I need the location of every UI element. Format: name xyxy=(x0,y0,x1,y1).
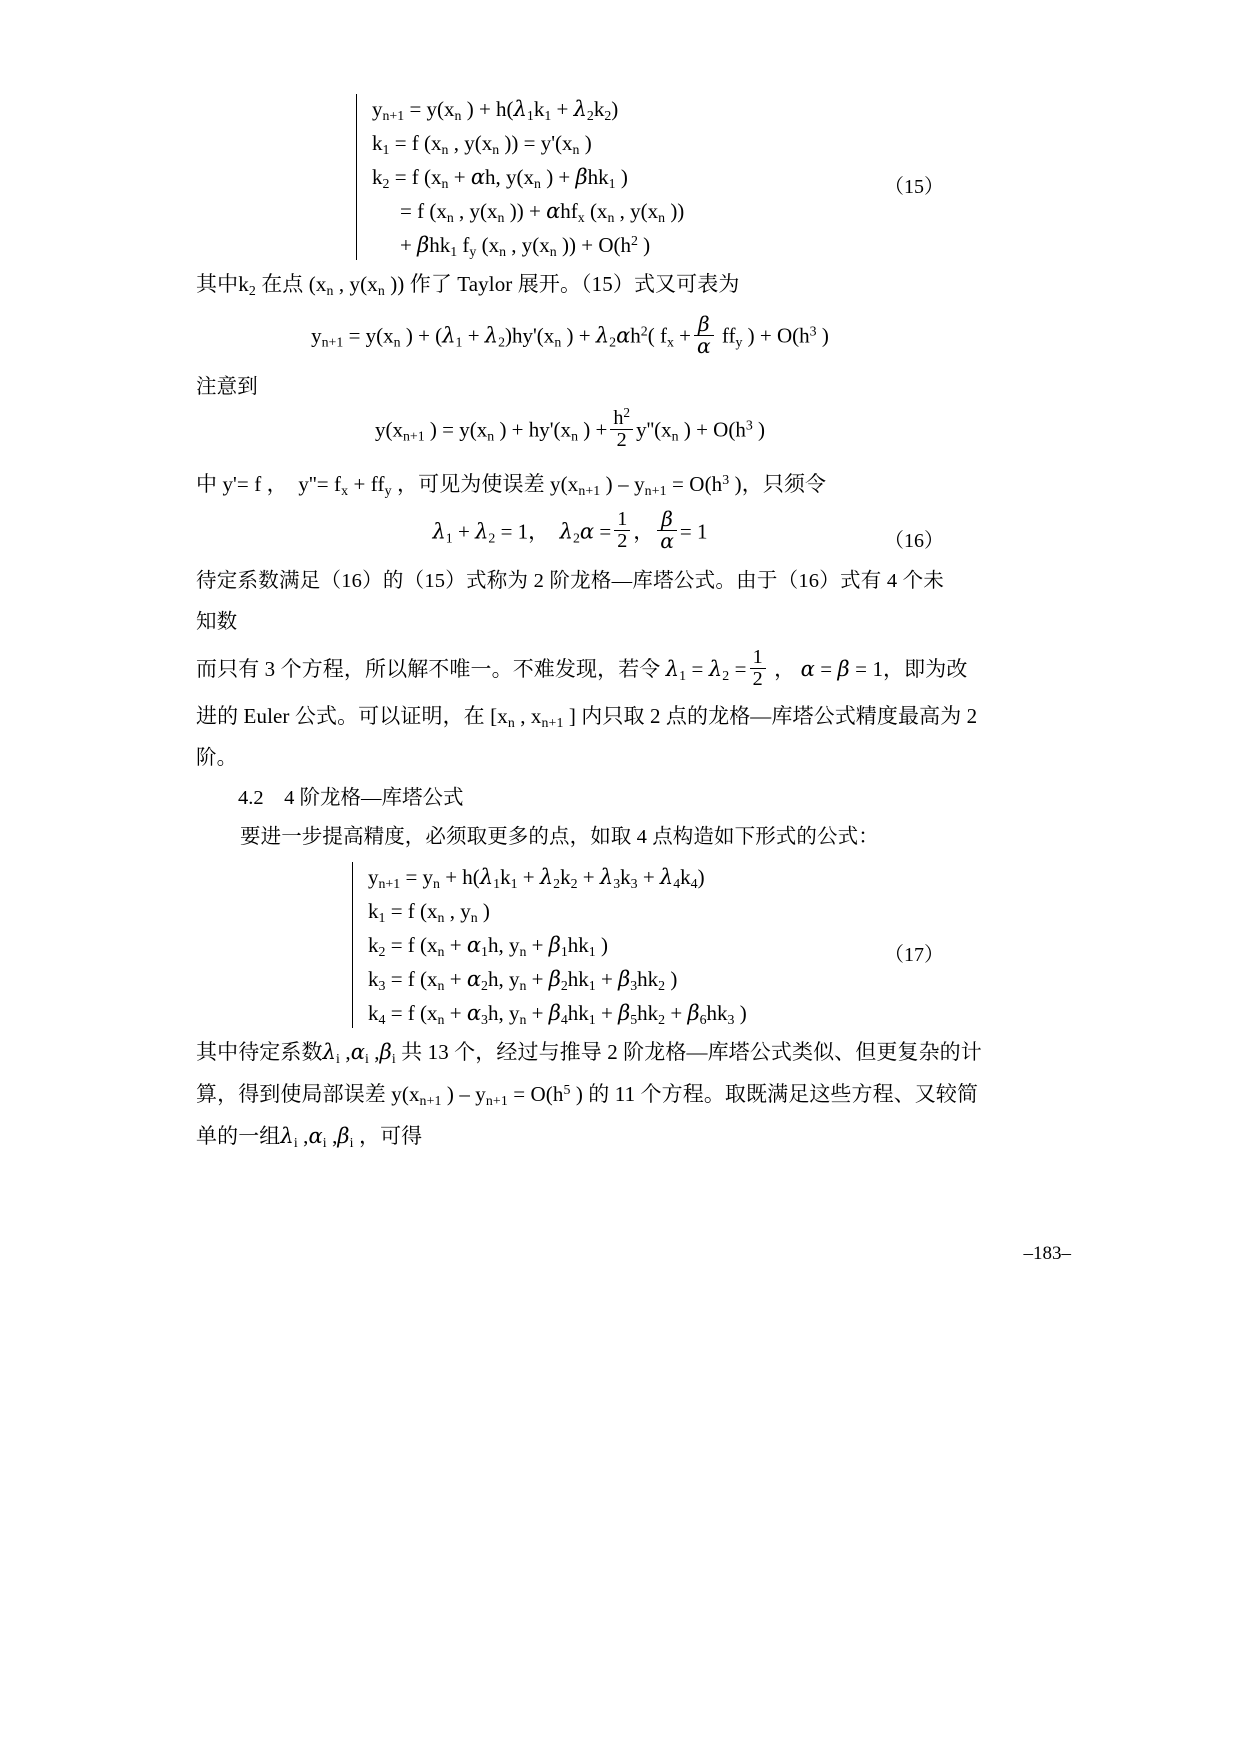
section-heading-4-2: 4.2 4 阶龙格—库塔公式 xyxy=(238,786,464,809)
equation-15-row-5: + βhk$_1$ $f_y$ ($x_n$ , $y(x_n$ )) + $O(h^2$ ) xyxy=(400,232,651,259)
equation-15-system xyxy=(348,92,944,262)
equation-15-number: （15） xyxy=(884,176,944,198)
page-number: –183– xyxy=(1023,1243,1071,1264)
paragraph-note: 注意到 xyxy=(196,376,258,399)
text-run: 而只有 3 个方程，所以解不唯一。不难发现，若令 $\lambda_1 = \lambda_2$ = $\frac{1}{2}$ ， α = β = 1，即为改 xyxy=(196,646,968,691)
fraction-beta-over-alpha: $\frac{\beta}{\alpha}$ xyxy=(694,314,714,357)
equation-16 xyxy=(196,507,944,555)
fraction-one-half-2: $\frac{1}{2}$ xyxy=(750,647,766,690)
fraction-beta-over-alpha-2: $\frac{\beta}{\alpha}$ xyxy=(657,509,677,552)
equation-17-number: （17） xyxy=(884,943,944,966)
fraction-h2-over-2: $\frac{h^2}{2}$ xyxy=(610,408,633,451)
text-run: 其中待定系数$\lambda_i$ $,\alpha_i$ $,\beta_i$ 共 13 个，经过与推导 2 阶龙格—库塔公式类似、但更复杂的计 xyxy=(196,1039,982,1066)
equation-16-number: （16） xyxy=(884,529,944,552)
text-run: 进的 Euler 公式。可以证明，在 [$x_n$ , $x_{n+1}$ ] 内只取 2 点的龙格—库塔公式精度最高为 2 xyxy=(196,703,978,730)
text-run: 中 y'= f ， $y''= f_x + ff_y$ ，可见为使误差 $y(x_{n+1}$ ) – $y_{n+1} = O(h^3$ )，只须令 xyxy=(196,471,827,498)
equation-17-row-4: $k_3 = f$ ($x_n + \alpha_2h$, $y_n + \beta_2hk_1 + \beta_3hk_2$ ) xyxy=(368,966,678,993)
equation-17-row-1: $y_{n+1} = y_n + h(\lambda_1k_1 + \lambda_2k_2 + \lambda_3k_3 + \lambda_4k_4)$ xyxy=(368,864,705,891)
paragraph-after-eq16-line4: 阶。 xyxy=(196,746,238,769)
left-brace-icon-2 xyxy=(344,860,362,1030)
equation-15-row-1: $y_{n+1} = y(x_n$ ) + $h(\lambda_1k_1 + \lambda_2k_2)$ xyxy=(372,97,619,123)
equation-15 xyxy=(196,92,944,262)
equation-16-content: $\lambda_1 + \lambda_2 = 1$， $\lambda_2\alpha$ = $\frac{1}{2}$ ， $\frac{\beta}{\alpha}$ = 1 xyxy=(432,507,708,554)
equation-17-row-5: $k_4 = f$ ($x_n + \alpha_3h$, $y_n + \beta_4hk_1 + \beta_5hk_2 + \beta_6hk_3$ ) xyxy=(368,1000,747,1027)
equation-17-system xyxy=(344,860,944,1030)
equation-17-row-2: $k_1 = f$ ($x_n$ , $y_n$ ) xyxy=(368,898,490,925)
paragraph-after-eq16-line2 xyxy=(196,643,968,696)
text-run: 其中$k_2$ 在点 ($x_n$ , $y(x_n$ )) 作了 Taylor 展开。（15）式又可表为 xyxy=(196,272,740,298)
fraction-one-half: $\frac{1}{2}$ xyxy=(614,509,630,552)
page-footer xyxy=(0,1243,1241,1265)
equation-15-row-4: = f ($x_n$ , $y(x_n$ )) + αhf$_x$ ($x_n$ , $y(x_n$ )) xyxy=(400,199,685,225)
equation-taylor-expansion: $y_{n+1} = y(x_n$ ) + $(\lambda_1 + \lambda_2)hy'(x_n$ ) + $\lambda_2\alpha h^2$( $f_x$ + $\frac{\beta}{\alpha}$ $ff_y$ ) + $O(h^3$ ) xyxy=(311,311,829,358)
left-brace-icon xyxy=(348,92,366,262)
paragraph-after-eq17-line2 xyxy=(196,1074,979,1116)
equation-17-row-3: $k_2 = f$ ($x_n + \alpha_1h$, $y_n + \beta_1hk_1$ ) xyxy=(368,932,608,959)
paragraph-middle xyxy=(196,464,944,506)
paragraph-after-eq16-line1: 待定系数满足（16）的（15）式称为 2 阶龙格—库塔公式。由于（16）式有 4 个未知数 xyxy=(196,569,944,633)
paragraph-after-eq16-line3 xyxy=(196,696,978,738)
text-run: 算，得到使局部误差 $y(x_{n+1}$ ) – $y_{n+1} = O(h^5$ ) 的 11 个方程。取既满足这些方程、又较简 xyxy=(196,1081,979,1108)
paragraph-after-eq17-line1 xyxy=(196,1032,982,1074)
paragraph-after-eq17-line3 xyxy=(196,1116,944,1158)
equation-taylor-y: $y(x_{n+1}$ ) = $y(x_n$ ) + $hy'(x_n$ ) + $\frac{h^2}{2}$ $y''(x_n$ ) + $O(h^3$ ) xyxy=(374,405,766,452)
paragraph-before-eq17: 要进一步提高精度，必须取更多的点，如取 4 点构造如下形式的公式： xyxy=(240,825,879,848)
text-run: 单的一组$\lambda_i$ $,\alpha_i$ $,\beta_i$ ，可得 xyxy=(196,1123,423,1150)
equation-15-row-2: $k_1 = f$ ($x_n$ , $y(x_n$ )) = $y'(x_n$ ) xyxy=(372,131,592,157)
paragraph-after-eq15 xyxy=(196,264,944,306)
equation-15-row-3: $k_2 = f$ ($x_n + \alpha h$, $y(x_n$ ) + βhk$_1$ ) xyxy=(372,165,628,191)
page-content xyxy=(196,92,982,1158)
equation-17 xyxy=(196,860,944,1030)
